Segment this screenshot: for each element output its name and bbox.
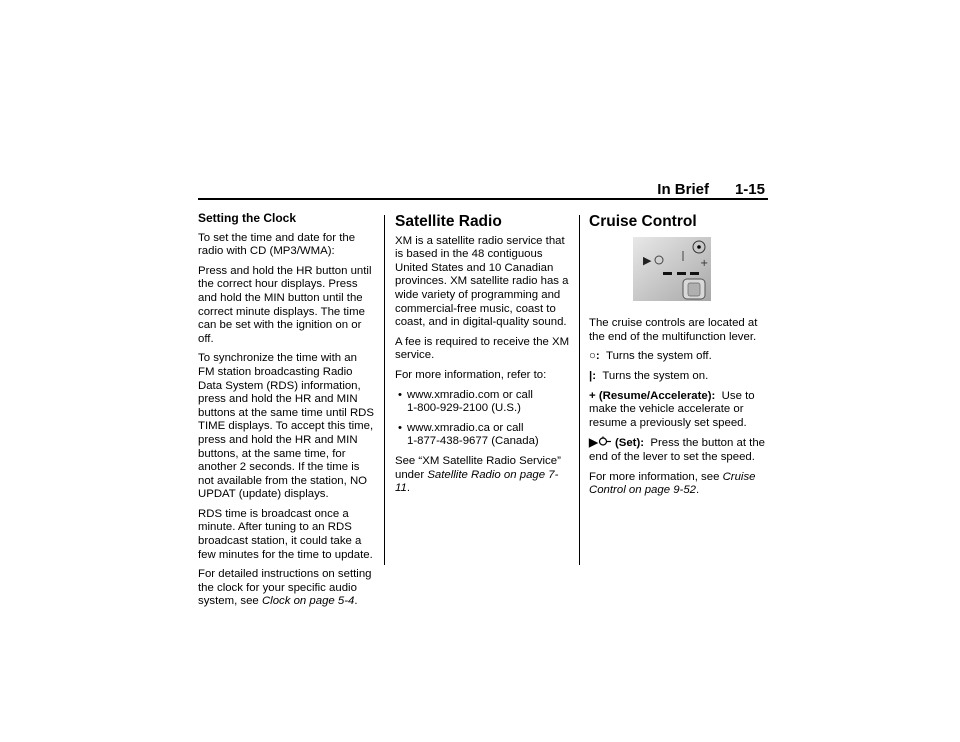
- section-title: In Brief: [657, 181, 709, 198]
- satellite-heading: Satellite Radio: [395, 213, 502, 230]
- satellite-refer: For more information, refer to:: [395, 368, 547, 381]
- column-clock: [198, 212, 375, 615]
- clock-page-ref[interactable]: Clock on page 5-4: [261, 595, 355, 608]
- header-rule: [198, 198, 768, 200]
- on-icon: |: [589, 369, 593, 382]
- clock-heading: Setting the Clock: [198, 211, 297, 225]
- set-symbol-icon: [598, 436, 612, 447]
- bullet-icon: •: [398, 421, 402, 434]
- off-icon: ○: [589, 350, 596, 363]
- satellite-see-also: See “XM Satellite Radio Service” under Satellite Radio on page 7-11.: [395, 454, 561, 495]
- column-divider-1: [384, 215, 385, 565]
- satellite-intro: XM is a satellite radio service that is based in the 48 contiguous United States and 10 Canadian provinces. XM satellite radio has a wide variety of programming and commercial-free music, coast to coast, and in digital-quality sound.: [395, 234, 569, 329]
- bullet-icon: •: [398, 388, 402, 401]
- satellite-page-ref[interactable]: Satellite Radio on page 7-11: [395, 468, 559, 495]
- list-item: • www.xmradio.ca or call 1-877-438-9677 (Canada): [398, 421, 539, 448]
- cruise-location: The cruise controls are located at the end of the multifunction lever.: [589, 317, 758, 343]
- list-item: • www.xmradio.com or call 1-800-929-2100 (U.S.): [398, 388, 533, 415]
- satellite-fee: A fee is required to receive the XM service.: [395, 335, 570, 362]
- clock-see-also: For detailed instructions on setting the clock for your specific audio system, see Clock on page 5-4.: [198, 568, 372, 608]
- set-arrow-icon: ▶: [589, 437, 598, 450]
- cruise-resume: + (Resume/Accelerate): Use to make the vehicle accelerate or resume a previously set speed.: [589, 389, 755, 429]
- clock-hour-min: Press and hold the HR button until the correct hour displays. Press and hold the MIN button until the correct minute displays. The time can be set with the ignition on or off.: [198, 264, 372, 345]
- clock-rds-broadcast: RDS time is broadcast once a minute. After tuning to an RDS broadcast station, it could take a few minutes for the time to update.: [198, 507, 373, 561]
- cruise-off: ○: Turns the system off.: [589, 350, 712, 363]
- cruise-lever-illustration: [627, 237, 717, 301]
- clock-intro: To set the time and date for the radio with CD (MP3/WMA):: [198, 231, 356, 258]
- cruise-heading: Cruise Control: [589, 213, 697, 230]
- set-arrow-icon: ▶: [643, 253, 652, 267]
- page-number: 1-15: [734, 181, 765, 198]
- cruise-on: |: Turns the system on.: [589, 369, 709, 382]
- cruise-see-also: For more information, see Cruise Control on page 9-52.: [589, 470, 756, 497]
- column-cruise: [589, 212, 766, 504]
- column-divider-2: [579, 215, 580, 565]
- cruise-page-ref[interactable]: Cruise Control on page 9-52: [589, 470, 756, 497]
- plus-symbol-icon: +: [700, 257, 709, 269]
- clock-rds-sync: To synchronize the time with an FM station broadcasting Radio Data System (RDS) information, press and hold the HR and MIN buttons at the same time until RDS TIME displays. To accept this time, press and hold the HR and MIN buttons, at the same time, for another 2 seconds. If the time is not available from the station, NO UPDAT (update) displays.: [198, 352, 375, 501]
- cruise-set: ▶ (Set): Press the button at the end of the lever to set the speed.: [589, 437, 766, 463]
- column-satellite: [395, 212, 572, 502]
- page-header: [657, 181, 765, 198]
